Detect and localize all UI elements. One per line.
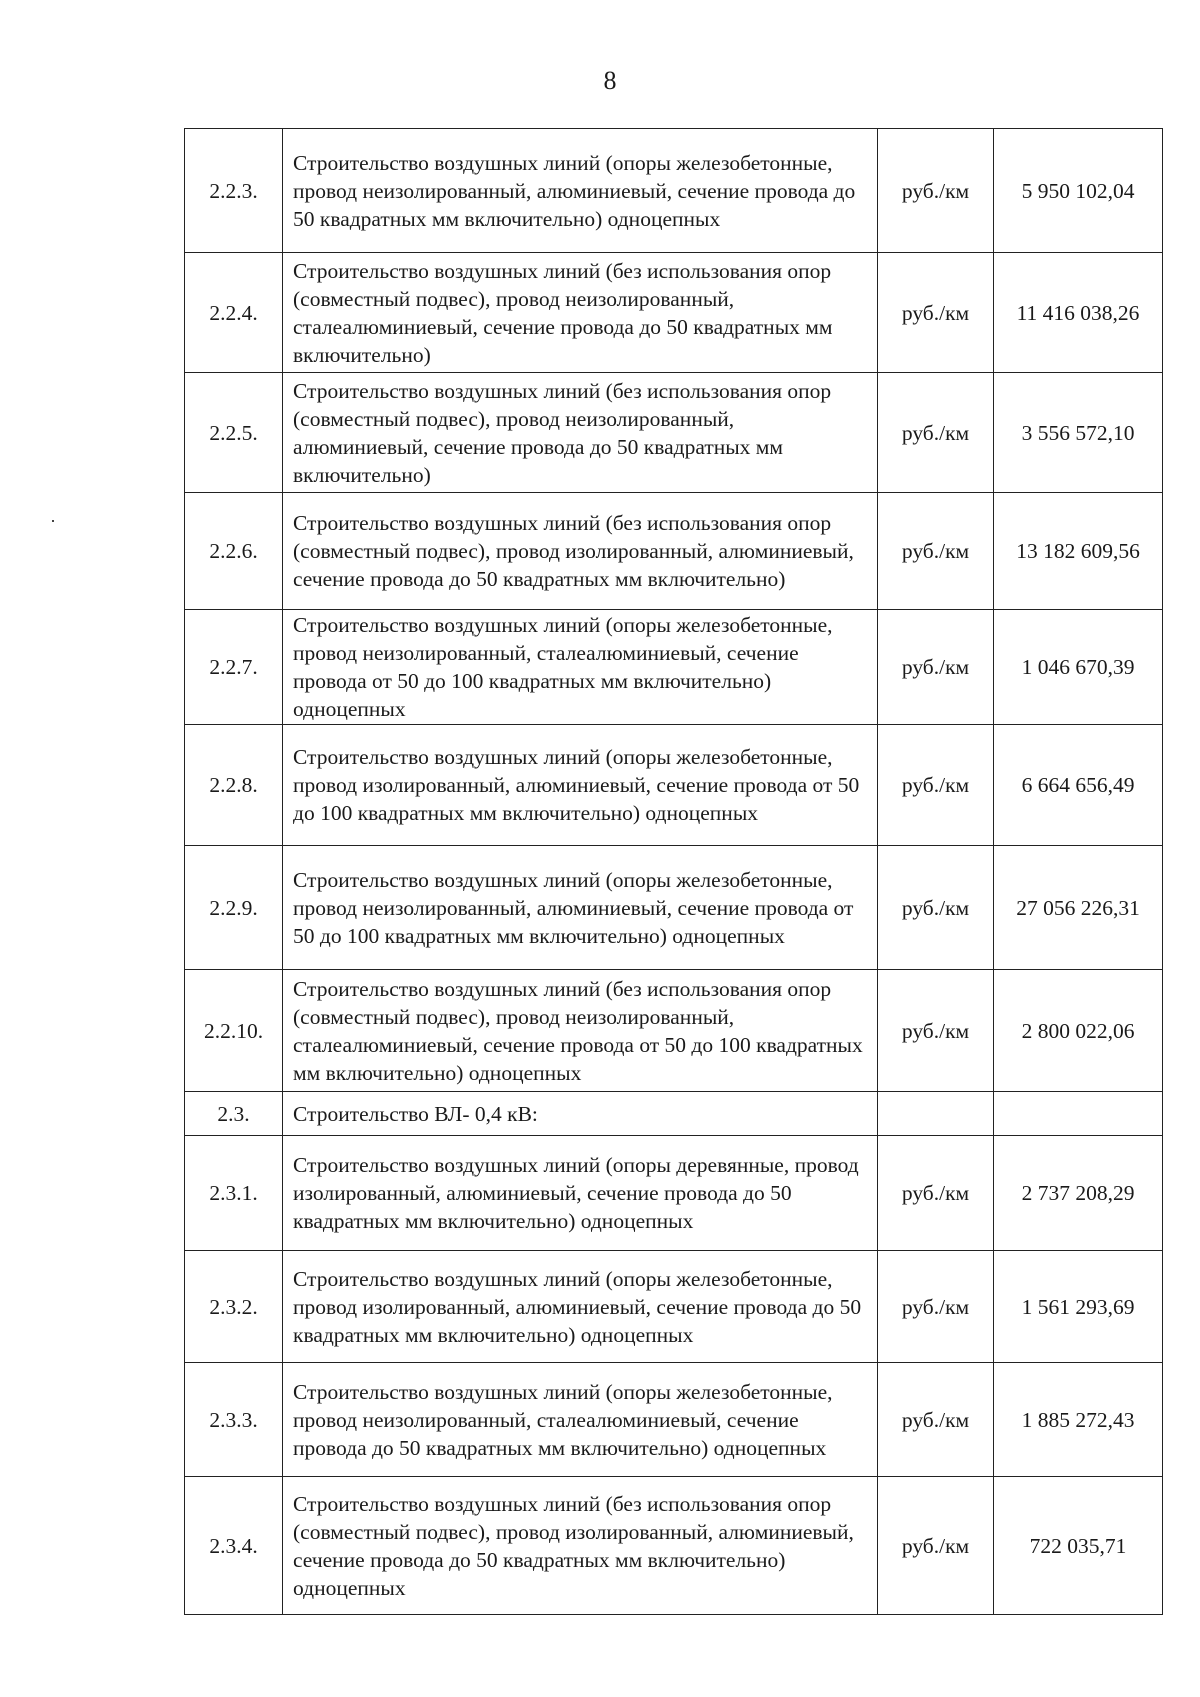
item-value-cell: 27 056 226,31 <box>994 846 1163 970</box>
item-number-cell: 2.2.9. <box>185 846 283 970</box>
item-description-cell: Строительство воздушных линий (без использования опор (совместный подвес), провод изолированный, алюминиевый, сечение провода до 50 квадратных мм включительно) одноцепных <box>283 1477 878 1615</box>
table-row <box>185 1251 1163 1363</box>
item-unit-cell: руб./км <box>878 373 994 493</box>
item-value-cell: 3 556 572,10 <box>994 373 1163 493</box>
item-description-cell: Строительство воздушных линий (опоры железобетонные, провод неизолированный, сталеалюминиевый, сечение провода до 50 квадратных мм включительно) одноцепных <box>283 1363 878 1477</box>
item-unit-cell: руб./км <box>878 610 994 725</box>
table-row <box>185 373 1163 493</box>
table-row <box>185 253 1163 373</box>
item-value-cell: 2 737 208,29 <box>994 1136 1163 1251</box>
item-unit-cell: руб./км <box>878 846 994 970</box>
table-row <box>185 1363 1163 1477</box>
item-value-cell: 5 950 102,04 <box>994 129 1163 253</box>
tariff-table <box>184 128 1163 1615</box>
item-description-cell: Строительство воздушных линий (опоры железобетонные, провод неизолированный, сталеалюминиевый, сечение провода от 50 до 100 квадратных мм включительно) одноцепных <box>283 610 878 725</box>
item-number-cell: 2.3.1. <box>185 1136 283 1251</box>
item-number-cell: 2.2.7. <box>185 610 283 725</box>
item-number-cell: 2.3.3. <box>185 1363 283 1477</box>
item-description-cell: Строительство ВЛ- 0,4 кВ: <box>283 1092 878 1136</box>
item-unit-cell: руб./км <box>878 1136 994 1251</box>
page-number: 8 <box>603 66 617 95</box>
item-description-cell: Строительство воздушных линий (без использования опор (совместный подвес), провод неизолированный, алюминиевый, сечение провода до 50 квадратных мм включительно) <box>283 373 878 493</box>
item-number-cell: 2.3.2. <box>185 1251 283 1363</box>
item-unit-cell: руб./км <box>878 493 994 610</box>
item-unit-cell: руб./км <box>878 1363 994 1477</box>
item-description-cell: Строительство воздушных линий (без использования опор (совместный подвес), провод неизолированный, сталеалюминиевый, сечение провода от 50 до 100 квадратных мм включительно) одноцепных <box>283 970 878 1092</box>
scan-speck <box>52 520 54 522</box>
item-unit-cell: руб./км <box>878 970 994 1092</box>
item-number-cell: 2.3.4. <box>185 1477 283 1615</box>
item-number-cell: 2.2.10. <box>185 970 283 1092</box>
item-unit-cell: руб./км <box>878 129 994 253</box>
item-number-cell: 2.2.4. <box>185 253 283 373</box>
item-description-cell: Строительство воздушных линий (опоры железобетонные, провод неизолированный, алюминиевый, сечение провода до 50 квадратных мм включительно) одноцепных <box>283 129 878 253</box>
item-value-cell: 13 182 609,56 <box>994 493 1163 610</box>
item-description-cell: Строительство воздушных линий (опоры железобетонные, провод изолированный, алюминиевый, сечение провода от 50 до 100 квадратных мм включительно) одноцепных <box>283 725 878 846</box>
table-row <box>185 970 1163 1092</box>
item-description-cell: Строительство воздушных линий (опоры железобетонные, провод изолированный, алюминиевый, сечение провода до 50 квадратных мм включительно) одноцепных <box>283 1251 878 1363</box>
item-number-cell: 2.3. <box>185 1092 283 1136</box>
item-unit-cell: руб./км <box>878 253 994 373</box>
item-number-cell: 2.2.6. <box>185 493 283 610</box>
table-row <box>185 610 1163 725</box>
item-value-cell: 2 800 022,06 <box>994 970 1163 1092</box>
table-row <box>185 129 1163 253</box>
item-number-cell: 2.2.3. <box>185 129 283 253</box>
item-unit-cell: руб./км <box>878 725 994 846</box>
item-description-cell: Строительство воздушных линий (опоры деревянные, провод изолированный, алюминиевый, сечение провода до 50 квадратных мм включительно) одноцепных <box>283 1136 878 1251</box>
item-unit-cell: руб./км <box>878 1477 994 1615</box>
item-value-cell: 6 664 656,49 <box>994 725 1163 846</box>
item-unit-cell <box>878 1092 994 1136</box>
table-row <box>185 846 1163 970</box>
item-value-cell: 11 416 038,26 <box>994 253 1163 373</box>
item-value-cell: 1 046 670,39 <box>994 610 1163 725</box>
item-description-cell: Строительство воздушных линий (без использования опор (совместный подвес), провод неизолированный, сталеалюминиевый, сечение провода до 50 квадратных мм включительно) <box>283 253 878 373</box>
table-row <box>185 1136 1163 1251</box>
table-body <box>185 129 1163 1615</box>
table-row <box>185 493 1163 610</box>
item-unit-cell: руб./км <box>878 1251 994 1363</box>
item-description-cell: Строительство воздушных линий (без использования опор (совместный подвес), провод изолированный, алюминиевый, сечение провода до 50 квадратных мм включительно) <box>283 493 878 610</box>
item-value-cell: 1 561 293,69 <box>994 1251 1163 1363</box>
table-row <box>185 1477 1163 1615</box>
item-number-cell: 2.2.5. <box>185 373 283 493</box>
item-number-cell: 2.2.8. <box>185 725 283 846</box>
item-value-cell: 1 885 272,43 <box>994 1363 1163 1477</box>
item-value-cell <box>994 1092 1163 1136</box>
item-description-cell: Строительство воздушных линий (опоры железобетонные, провод неизолированный, алюминиевый, сечение провода от 50 до 100 квадратных мм включительно) одноцепных <box>283 846 878 970</box>
table-row <box>185 1092 1163 1136</box>
table-row <box>185 725 1163 846</box>
item-value-cell: 722 035,71 <box>994 1477 1163 1615</box>
